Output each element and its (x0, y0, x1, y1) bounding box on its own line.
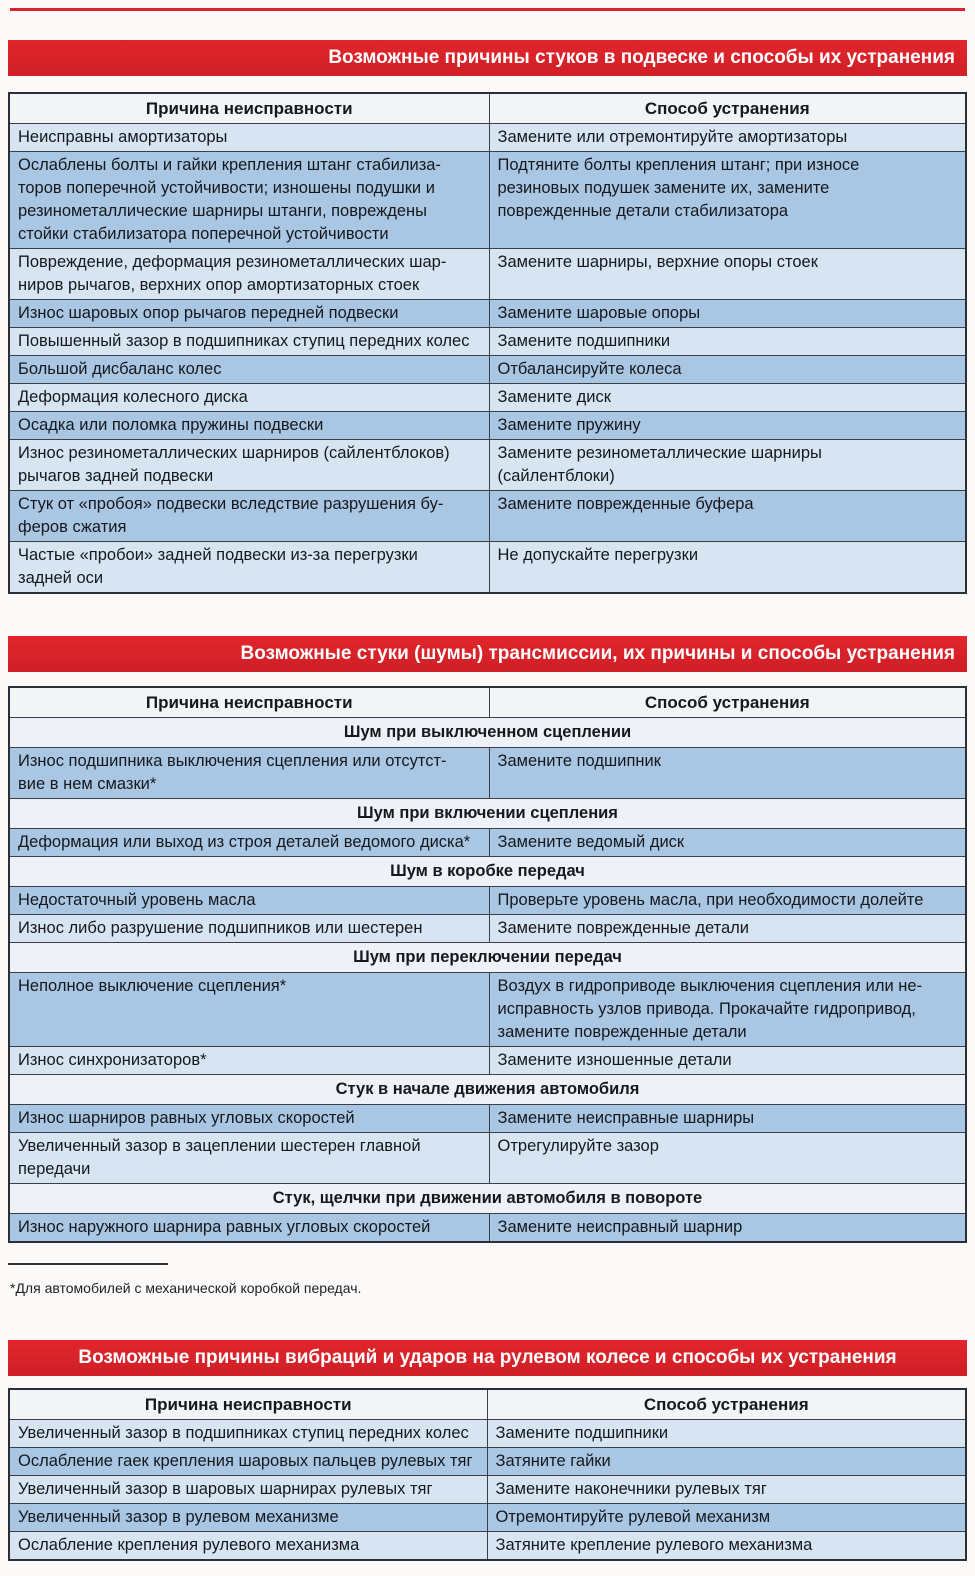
header-cause: Причина неисправности (9, 93, 489, 124)
remedy-cell: Замените шарниры, верхние опоры стоек (489, 249, 966, 300)
remedy-cell: Затяните крепление рулевого механизма (487, 1532, 966, 1561)
table-row (9, 249, 966, 300)
cause-cell: Недостаточный уровень масла (9, 887, 489, 915)
cause-cell: Неисправны амортизаторы (9, 124, 489, 152)
footnote: *Для автомобилей с механической коробкой передач. (10, 1280, 362, 1296)
table-row (9, 300, 966, 328)
remedy-cell: Замените резинометаллические шарниры (сайлентблоки) (489, 440, 966, 491)
group-header-row (9, 718, 966, 748)
cause-cell: Увеличенный зазор в подшипниках ступиц передних колес (9, 1420, 487, 1448)
remedy-cell: Замените диск (489, 384, 966, 412)
suspension-table-body (9, 124, 966, 594)
group-title: Шум в коробке передач (9, 857, 966, 887)
cause-cell: Частые «пробои» задней подвески из-за перегрузки задней оси (9, 542, 489, 594)
cause-cell: Износ либо разрушение подшипников или шестерен (9, 915, 489, 943)
table-row (9, 1214, 966, 1243)
footnote-rule (8, 1263, 168, 1265)
remedy-cell: Замените ведомый диск (489, 829, 966, 857)
suspension-title: Возможные причины стуков в подвеске и способы их устранения (8, 40, 967, 76)
remedy-cell: Замените пружину (489, 412, 966, 440)
table-row (9, 124, 966, 152)
remedy-cell: Замените неисправные шарниры (489, 1105, 966, 1133)
suspension-table (8, 92, 967, 594)
cause-cell: Деформация колесного диска (9, 384, 489, 412)
remedy-cell: Воздух в гидроприводе выключения сцепления или не- исправность узлов привода. Прокачайте гидропривод, замените поврежденные детали (489, 973, 966, 1047)
remedy-cell: Затяните гайки (487, 1448, 966, 1476)
group-header-row (9, 943, 966, 973)
header-remedy: Способ устранения (489, 687, 966, 718)
steering-table-body (9, 1420, 966, 1561)
remedy-cell: Замените подшипник (489, 748, 966, 799)
cause-cell: Стук от «пробоя» подвески вследствие разрушения бу- феров сжатия (9, 491, 489, 542)
group-header-row (9, 1184, 966, 1214)
group-title: Шум при переключении передач (9, 943, 966, 973)
cause-cell: Износ резинометаллических шарниров (сайлентблоков) рычагов задней подвески (9, 440, 489, 491)
remedy-cell: Замените неисправный шарнир (489, 1214, 966, 1243)
table-row (9, 887, 966, 915)
cause-cell: Износ подшипника выключения сцепления или отсутст- вие в нем смазки* (9, 748, 489, 799)
group-header-row (9, 1075, 966, 1105)
table-row (9, 1133, 966, 1184)
cause-cell: Неполное выключение сцепления* (9, 973, 489, 1047)
cause-cell: Деформация или выход из строя деталей ведомого диска* (9, 829, 489, 857)
table-row (9, 440, 966, 491)
remedy-cell: Замените подшипники (487, 1420, 966, 1448)
table-row (9, 1532, 966, 1561)
header-cause: Причина неисправности (9, 1389, 487, 1420)
remedy-cell: Подтяните болты крепления штанг; при износе резиновых подушек замените их, замените поврежденные детали стабилизатора (489, 152, 966, 249)
table-row (9, 1504, 966, 1532)
cause-cell: Износ наружного шарнира равных угловых скоростей (9, 1214, 489, 1243)
remedy-cell: Отремонтируйте рулевой механизм (487, 1504, 966, 1532)
cause-cell: Ослаблены болты и гайки крепления штанг стабилиза- торов поперечной устойчивости; изношены подушки и резинометаллические шарниры штанги, повреждены стойки стабилизатора поперечной устойчивости (9, 152, 489, 249)
remedy-cell: Замените или отремонтируйте амортизаторы (489, 124, 966, 152)
table-row (9, 384, 966, 412)
remedy-cell: Замените наконечники рулевых тяг (487, 1476, 966, 1504)
table-row (9, 1420, 966, 1448)
cause-cell: Осадка или поломка пружины подвески (9, 412, 489, 440)
transmission-table-body (9, 718, 966, 1243)
top-rule (10, 8, 965, 11)
table-row (9, 328, 966, 356)
group-header-row (9, 857, 966, 887)
cause-cell: Увеличенный зазор в зацеплении шестерен главной передачи (9, 1133, 489, 1184)
cause-cell: Ослабление крепления рулевого механизма (9, 1532, 487, 1561)
group-title: Шум при включении сцепления (9, 799, 966, 829)
remedy-cell: Отбалансируйте колеса (489, 356, 966, 384)
table-row (9, 748, 966, 799)
cause-cell: Износ шарниров равных угловых скоростей (9, 1105, 489, 1133)
cause-cell: Увеличенный зазор в шаровых шарнирах рулевых тяг (9, 1476, 487, 1504)
group-title: Шум при выключенном сцеплении (9, 718, 966, 748)
table-row (9, 491, 966, 542)
cause-cell: Увеличенный зазор в рулевом механизме (9, 1504, 487, 1532)
header-cause: Причина неисправности (9, 687, 489, 718)
remedy-cell: Замените подшипники (489, 328, 966, 356)
table-row (9, 356, 966, 384)
header-remedy: Способ устранения (489, 93, 966, 124)
remedy-cell: Замените шаровые опоры (489, 300, 966, 328)
remedy-cell: Не допускайте перегрузки (489, 542, 966, 594)
table-row (9, 152, 966, 249)
transmission-table (8, 686, 967, 1243)
group-title: Стук, щелчки при движении автомобиля в повороте (9, 1184, 966, 1214)
group-title: Стук в начале движения автомобиля (9, 1075, 966, 1105)
header-remedy: Способ устранения (487, 1389, 966, 1420)
cause-cell: Ослабление гаек крепления шаровых пальцев рулевых тяг (9, 1448, 487, 1476)
suspension-section (8, 40, 967, 594)
remedy-cell: Отрегулируйте зазор (489, 1133, 966, 1184)
group-header-row (9, 799, 966, 829)
remedy-cell: Проверьте уровень масла, при необходимости долейте (489, 887, 966, 915)
table-row (9, 412, 966, 440)
transmission-section (8, 636, 967, 1243)
remedy-cell: Замените поврежденные детали (489, 915, 966, 943)
remedy-cell: Замените поврежденные буфера (489, 491, 966, 542)
cause-cell: Износ синхронизаторов* (9, 1047, 489, 1075)
table-row (9, 915, 966, 943)
cause-cell: Повреждение, деформация резинометаллических шар- ниров рычагов, верхних опор амортизаторных стоек (9, 249, 489, 300)
table-row (9, 542, 966, 594)
steering-section (8, 1340, 967, 1561)
table-row (9, 1047, 966, 1075)
cause-cell: Большой дисбаланс колес (9, 356, 489, 384)
table-row (9, 1105, 966, 1133)
table-row (9, 1448, 966, 1476)
transmission-title: Возможные стуки (шумы) трансмиссии, их причины и способы устранения (8, 636, 967, 672)
steering-title: Возможные причины вибраций и ударов на рулевом колесе и способы их устранения (8, 1340, 967, 1376)
cause-cell: Повышенный зазор в подшипниках ступиц передних колес (9, 328, 489, 356)
steering-table (8, 1388, 967, 1561)
remedy-cell: Замените изношенные детали (489, 1047, 966, 1075)
table-row (9, 829, 966, 857)
cause-cell: Износ шаровых опор рычагов передней подвески (9, 300, 489, 328)
table-row (9, 973, 966, 1047)
table-row (9, 1476, 966, 1504)
